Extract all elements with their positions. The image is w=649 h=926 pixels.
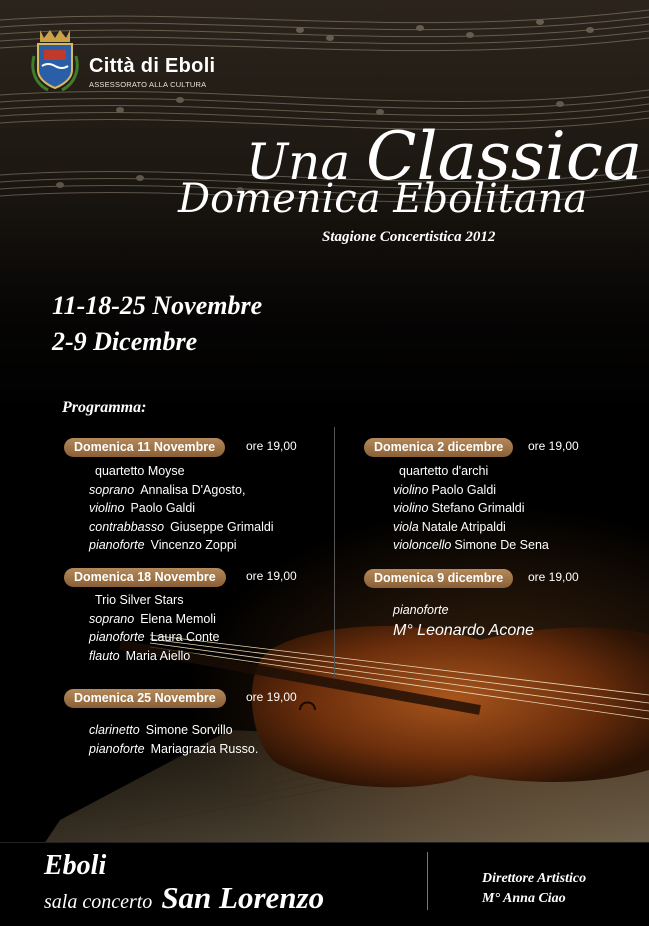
event-lineup	[393, 462, 549, 555]
event-lineup	[89, 462, 274, 555]
title-line-2: Domenica Ebolitana	[178, 176, 588, 222]
event-date-pill: Domenica 9 dicembre	[364, 569, 513, 588]
event-18-novembre	[64, 568, 297, 663]
event-9-dicembre	[364, 569, 579, 639]
venue-prefix: sala concerto	[44, 891, 153, 913]
event-lineup	[89, 721, 258, 758]
director-label: Direttore Artistico	[482, 871, 587, 886]
lineup-line: Trio Silver Stars	[95, 593, 184, 607]
venue-name: San Lorenzo	[161, 880, 325, 915]
director-name: M° Anna Ciao	[482, 891, 566, 906]
event-2-dicembre	[364, 438, 579, 552]
lineup-line: violino Paolo Galdi	[393, 482, 497, 497]
lineup-line: pianoforte Mariagrazia Russo.	[89, 741, 259, 756]
lineup-line: viola Natale Atripaldi	[393, 519, 506, 534]
city-crest-icon	[30, 26, 80, 94]
lineup-line: quartetto d'archi	[399, 464, 489, 478]
lineup-line: clarinetto Simone Sorvillo	[89, 723, 233, 737]
dates-november: 11-18-25 Novembre	[52, 291, 263, 320]
event-11-novembre	[64, 438, 297, 552]
lineup-line: violino Stefano Grimaldi	[393, 501, 525, 515]
title-una: Una	[246, 133, 367, 191]
lineup-line: pianoforte Vincenzo Zoppi	[89, 538, 237, 552]
venue-city: Eboli	[44, 850, 107, 881]
event-date-pill: Domenica 25 Novembre	[64, 689, 226, 708]
dates-december: 2-9 Dicembre	[52, 327, 198, 356]
lineup-line: soprano Annalisa D'Agosto,	[89, 482, 246, 497]
org-subtitle: ASSESSORATO ALLA CULTURA	[89, 80, 207, 89]
programma-heading: Programma:	[62, 399, 147, 416]
event-25-novembre	[64, 689, 297, 756]
event-time: ore 19,00	[246, 439, 297, 453]
venue-line	[44, 880, 324, 916]
event-time: ore 19,00	[246, 690, 297, 704]
lineup-line: contrabbasso Giuseppe Grimaldi	[89, 519, 274, 534]
lineup-line: violino Paolo Galdi	[89, 501, 196, 515]
title-classica: Classica	[366, 118, 643, 195]
concert-dates	[52, 288, 262, 360]
soloist-role: pianoforte	[393, 603, 449, 617]
footer-divider	[427, 852, 428, 910]
event-time: ore 19,00	[528, 439, 579, 453]
soloist-name: M° Leonardo Acone	[393, 622, 535, 639]
event-date-pill: Domenica 11 Novembre	[64, 438, 225, 457]
event-time: ore 19,00	[528, 570, 579, 584]
column-divider	[334, 427, 335, 677]
event-date-pill: Domenica 2 dicembre	[364, 438, 513, 457]
lineup-line: quartetto Moyse	[95, 464, 185, 478]
lineup-line: soprano Elena Memoli	[89, 611, 216, 626]
event-lineup	[89, 591, 219, 665]
event-date-pill: Domenica 18 Novembre	[64, 568, 226, 587]
lineup-line: violoncello Simone De Sena	[393, 538, 549, 552]
event-time: ore 19,00	[246, 569, 297, 583]
season-subtitle: Stagione Concertistica 2012	[322, 229, 496, 245]
lineup-line: flauto Maria Aiello	[89, 648, 191, 663]
org-name: Città di Eboli	[89, 55, 216, 77]
lineup-line: pianoforte Laura Conte	[89, 630, 220, 644]
